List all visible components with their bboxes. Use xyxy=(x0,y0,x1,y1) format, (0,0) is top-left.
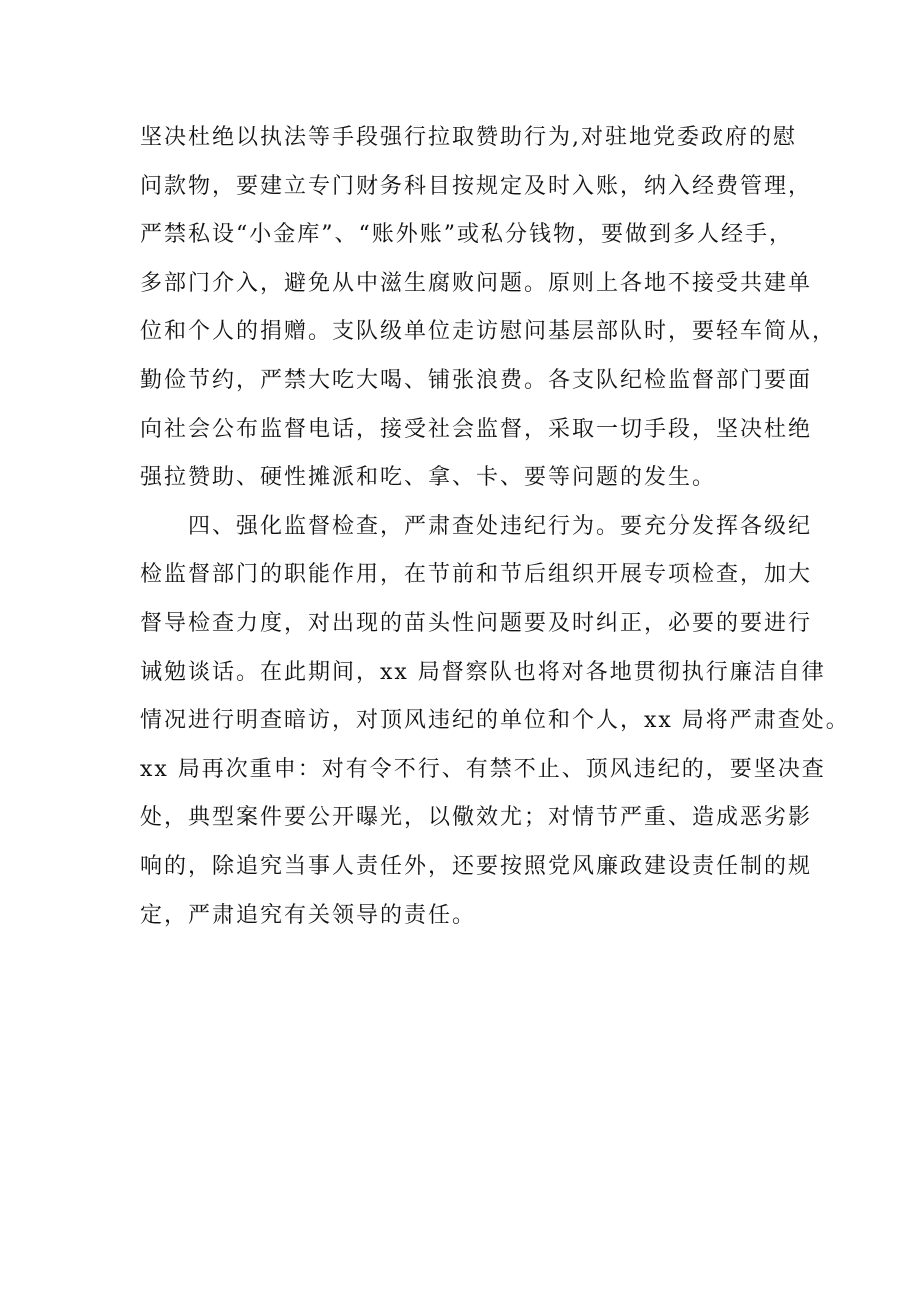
paragraph-line: 勤俭节约，严禁大吃大喝、铺张浪费。各支队纪检监督部门要面 xyxy=(140,367,813,393)
paragraph-line: 强拉赞助、硬性摊派和吃、拿、卡、要等问题的发生。 xyxy=(140,465,717,491)
paragraph-line: xx 局再次重申：对有令不行、有禁不止、顶风违纪的，要坚决查 xyxy=(140,756,826,782)
paragraph-line: 检监督部门的职能作用，在节前和节后组织开展专项检查，加大 xyxy=(140,562,813,588)
paragraph-line: 多部门介入，避免从中滋生腐败问题。原则上各地不接受共建单 xyxy=(140,270,813,296)
paragraph-line: 向社会公布监督电话，接受社会监督，采取一切手段，坚决杜绝 xyxy=(140,416,813,442)
paragraph-line: 督导检查力度，对出现的苗头性问题要及时纠正，必要的要进行 xyxy=(140,610,813,636)
paragraph-line: 响的，除追究当事人责任外，还要按照党风廉政建设责任制的规 xyxy=(140,853,813,879)
paragraph-line: 坚决杜绝以执法等手段强行拉取赞助行为,对驻地党委政府的慰 xyxy=(140,125,797,150)
paragraph-line: 位和个人的捐赠。支队级单位走访慰问基层部队时，要轻车简从， xyxy=(140,319,837,345)
paragraph-line: 情况进行明查暗访，对顶风违纪的单位和个人，xx 局将严肃查处。 xyxy=(140,708,850,734)
paragraph-line: 定，严肃追究有关领导的责任。 xyxy=(140,902,477,928)
paragraph-line: 诫勉谈话。在此期间，xx 局督察队也将对各地贯彻执行廉洁自律 xyxy=(140,659,826,685)
section-heading-line: 四、强化监督检查，严肃查处违纪行为。要充分发挥各级纪 xyxy=(188,513,813,539)
paragraph-line: 处，典型案件要公开曝光，以儆效尤；对情节严重、造成恶劣影 xyxy=(140,805,813,831)
paragraph-line: 严禁私设“小金库”、“账外账”或私分钱物，要做到多人经手， xyxy=(140,222,793,248)
document-body xyxy=(140,114,850,940)
paragraph-line: 问款物，要建立专门财务科目按规定及时入账，纳入经费管理， xyxy=(140,173,813,199)
